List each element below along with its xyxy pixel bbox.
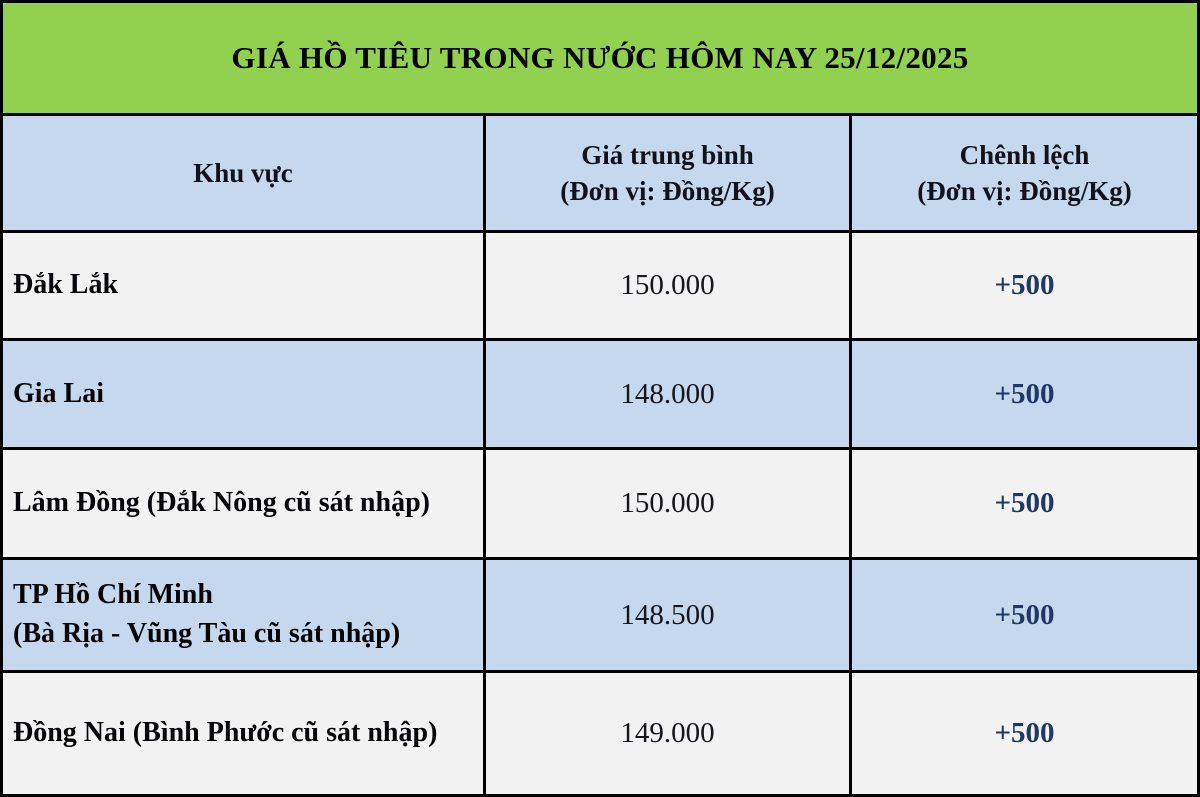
table-row [3,450,1197,560]
table-row [3,233,1197,341]
region-cell: TP Hồ Chí Minh (Bà Rịa - Vũng Tàu cũ sát nhập) [3,560,486,670]
change-cell: +500 [852,560,1197,670]
price-cell: 150.000 [486,233,852,338]
table-header-row [3,116,1197,233]
region-cell: Gia Lai [3,341,486,447]
region-cell: Lâm Đồng (Đắk Nông cũ sát nhập) [3,450,486,557]
change-cell: +500 [852,450,1197,557]
change-cell: +500 [852,341,1197,447]
header-average-price: Giá trung bình (Đơn vị: Đồng/Kg) [486,116,852,230]
price-cell: 150.000 [486,450,852,557]
price-cell: 149.000 [486,673,852,794]
price-cell: 148.500 [486,560,852,670]
region-cell: Đắk Lắk [3,233,486,338]
price-cell: 148.000 [486,341,852,447]
table-row [3,560,1197,673]
change-cell: +500 [852,233,1197,338]
header-region-label: Khu vực [193,157,293,188]
header-difference: Chênh lệch (Đơn vị: Đồng/Kg) [852,116,1197,230]
title-banner [3,3,1197,116]
header-region [3,116,486,230]
change-cell: +500 [852,673,1197,794]
page-title: GIÁ HỒ TIÊU TRONG NƯỚC HÔM NAY 25/12/2025 [231,40,969,75]
table-row [3,673,1197,794]
region-cell: Đồng Nai (Bình Phước cũ sát nhập) [3,673,486,794]
table-row [3,341,1197,450]
